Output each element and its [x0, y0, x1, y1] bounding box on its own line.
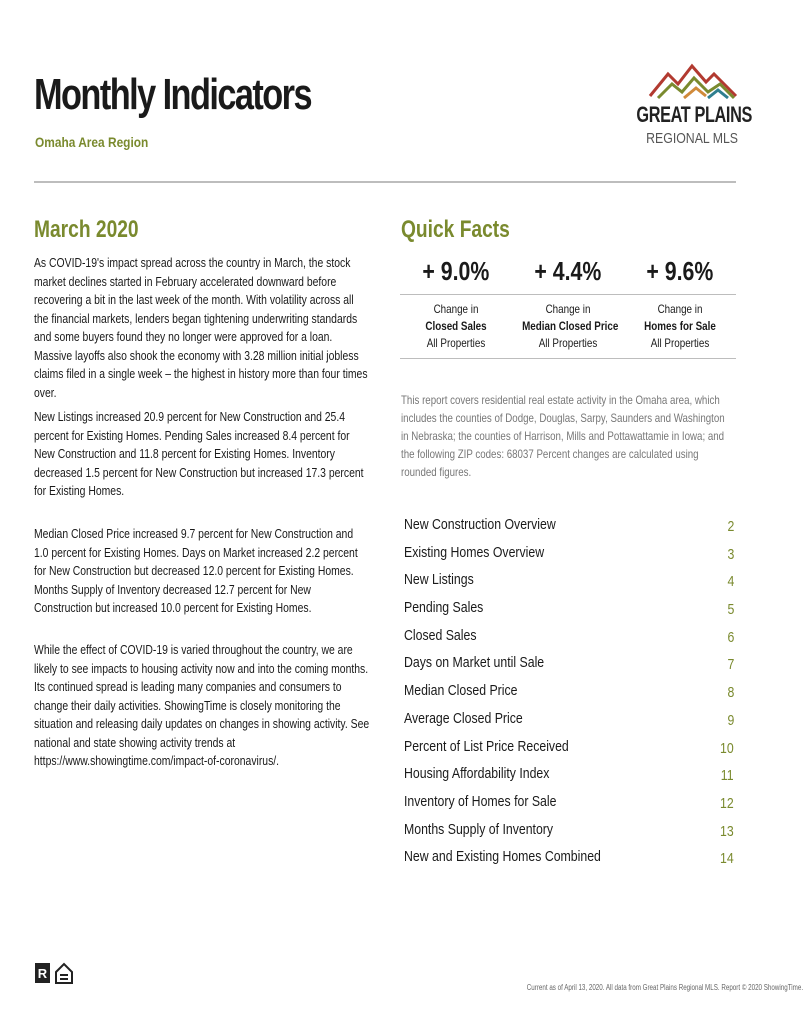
- toc-item-page: 13: [720, 822, 734, 840]
- toc-item-title: Inventory of Homes for Sale: [404, 792, 557, 810]
- toc-item-page: 10: [720, 739, 734, 757]
- toc-item[interactable]: [404, 514, 736, 542]
- quick-fact-metric: Median Closed Price: [522, 319, 619, 333]
- toc-item[interactable]: [404, 708, 736, 736]
- toc-item[interactable]: [404, 542, 736, 570]
- summary-paragraph-3: Median Closed Price increased 9.7 percent for New Construction and 1.0 percent for Existing Homes. Days on Market increased 2.2 percent for New Construction but decreased 12.0 percent for Existing Homes. Months Supply of Inventory decreased 12.7 percent for New Construction but increased 10.0 percent for Existing Homes.: [34, 526, 358, 615]
- region-subtitle: Omaha Area Region: [35, 134, 149, 150]
- toc-item-title: Average Closed Price: [404, 709, 523, 727]
- quick-fact-label: Change in: [433, 302, 479, 316]
- summary-paragraph-4: While the effect of COVID-19 is varied throughout the country, we are likely to see impacts to housing activity now and into the coming months. Its continued spread is leading many companies and consumers to change their daily activities. ShowingTime is closely monitoring the situation and releasing daily updates on changes in showing activity. See national and state showing activity trends at https://www.showingtime.com/impact-of-coronavirus/.: [34, 642, 370, 768]
- great-plains-logo: [600, 60, 752, 155]
- toc-item-page: 3: [727, 545, 734, 563]
- summary-paragraph-1: As COVID-19's impact spread across the country in March, the stock market declines started in February accelerated downward before recovering a bit in the last week of the month. With volatility across all the financial markets, lenders began tightening underwriting standards and some buyers found they no longer were approved for a loan. Massive layoffs also shook the economy with 3.28 million initial jobless claims filed in a single week – the highest in history more than four times over.: [34, 255, 368, 400]
- page-title: Monthly Indicators: [34, 70, 311, 119]
- quick-fact-metric: Closed Sales: [425, 319, 487, 333]
- footer-text: Current as of April 13, 2020. All data from Great Plains Regional MLS. Report © 2020 ShowingTime.: [526, 983, 803, 992]
- toc-item-page: 2: [727, 518, 734, 535]
- quick-facts-heading: Quick Facts: [401, 216, 510, 243]
- toc-item-title: New Listings: [404, 571, 474, 589]
- toc-item-page: 14: [720, 850, 734, 868]
- quick-fact-closed-sales: [400, 254, 512, 352]
- quick-fact-value: + 9.0%: [422, 256, 490, 286]
- toc-item-title: Percent of List Price Received: [404, 737, 569, 755]
- toc-item[interactable]: [404, 736, 736, 764]
- toc-item-title: Months Supply of Inventory: [404, 820, 554, 838]
- toc-item-title: Days on Market until Sale: [404, 654, 545, 672]
- table-of-contents: [404, 514, 736, 874]
- toc-item[interactable]: [404, 569, 736, 597]
- quick-facts-divider-top: [400, 294, 736, 295]
- report-coverage-note: This report covers residential real estate activity in the Omaha area, which includes the counties of Dodge, Douglas, Sarpy, Saunders and Washington in Nebraska; the counties of Harrison, Mills and Pottawattamie in Iowa; and the following ZIP codes: 68037 Percent changes are calculated using rounded figures.: [401, 393, 725, 479]
- quick-fact-median-price: [512, 254, 624, 352]
- summary-paragraph-2: New Listings increased 20.9 percent for New Construction and 25.4 percent for Existing Homes. Pending Sales increased 8.4 percent for New Construction and 11.8 percent for Existing Homes. Inventory decreased 1.5 percent for New Construction but increased 17.3 percent for Existing Homes.: [34, 409, 364, 498]
- header-divider: [34, 181, 736, 183]
- quick-fact-value: + 4.4%: [534, 256, 602, 286]
- toc-item[interactable]: [404, 680, 736, 708]
- toc-item-title: Housing Affordability Index: [404, 765, 550, 783]
- toc-item[interactable]: [404, 819, 736, 847]
- footer-note: [497, 983, 803, 992]
- toc-item-title: New and Existing Homes Combined: [404, 848, 601, 866]
- quick-fact-label: Change in: [545, 302, 591, 316]
- toc-item-title: Pending Sales: [404, 599, 484, 617]
- svg-text:R: R: [37, 966, 48, 981]
- quick-facts-divider-bottom: [400, 358, 736, 359]
- quick-fact-scope: All Properties: [426, 336, 486, 350]
- toc-item-title: New Construction Overview: [404, 516, 556, 533]
- logo-tagline: REGIONAL MLS: [646, 130, 738, 147]
- month-heading: March 2020: [34, 216, 139, 243]
- quick-fact-metric: Homes for Sale: [644, 319, 716, 333]
- toc-item-title: Closed Sales: [404, 626, 477, 644]
- toc-item-page: 4: [727, 573, 734, 591]
- toc-item[interactable]: [404, 625, 736, 653]
- toc-item-page: 7: [727, 656, 734, 674]
- toc-item[interactable]: [404, 791, 736, 819]
- toc-item[interactable]: [404, 652, 736, 680]
- toc-item-page: 6: [727, 628, 734, 646]
- toc-item[interactable]: [404, 846, 736, 874]
- quick-fact-scope: All Properties: [538, 336, 598, 350]
- toc-item-page: 9: [727, 711, 734, 729]
- toc-item[interactable]: [404, 597, 736, 625]
- toc-item[interactable]: [404, 763, 736, 791]
- quick-fact-scope: All Properties: [650, 336, 710, 350]
- toc-item-page: 11: [721, 767, 734, 785]
- quick-fact-label: Change in: [657, 302, 703, 316]
- realtor-icon: [34, 960, 74, 996]
- toc-item-page: 8: [727, 684, 734, 702]
- quick-fact-homes-for-sale: [624, 254, 736, 352]
- toc-item-title: Median Closed Price: [404, 682, 518, 700]
- logo-wordmark: GREAT PLAINS: [636, 102, 752, 127]
- toc-item-title: Existing Homes Overview: [404, 543, 545, 561]
- toc-item-page: 12: [720, 794, 734, 812]
- quick-fact-value: + 9.6%: [646, 256, 714, 286]
- mountains-icon: [648, 60, 738, 100]
- toc-item-page: 5: [727, 601, 734, 619]
- realtor-equal-housing-icons: [34, 960, 74, 996]
